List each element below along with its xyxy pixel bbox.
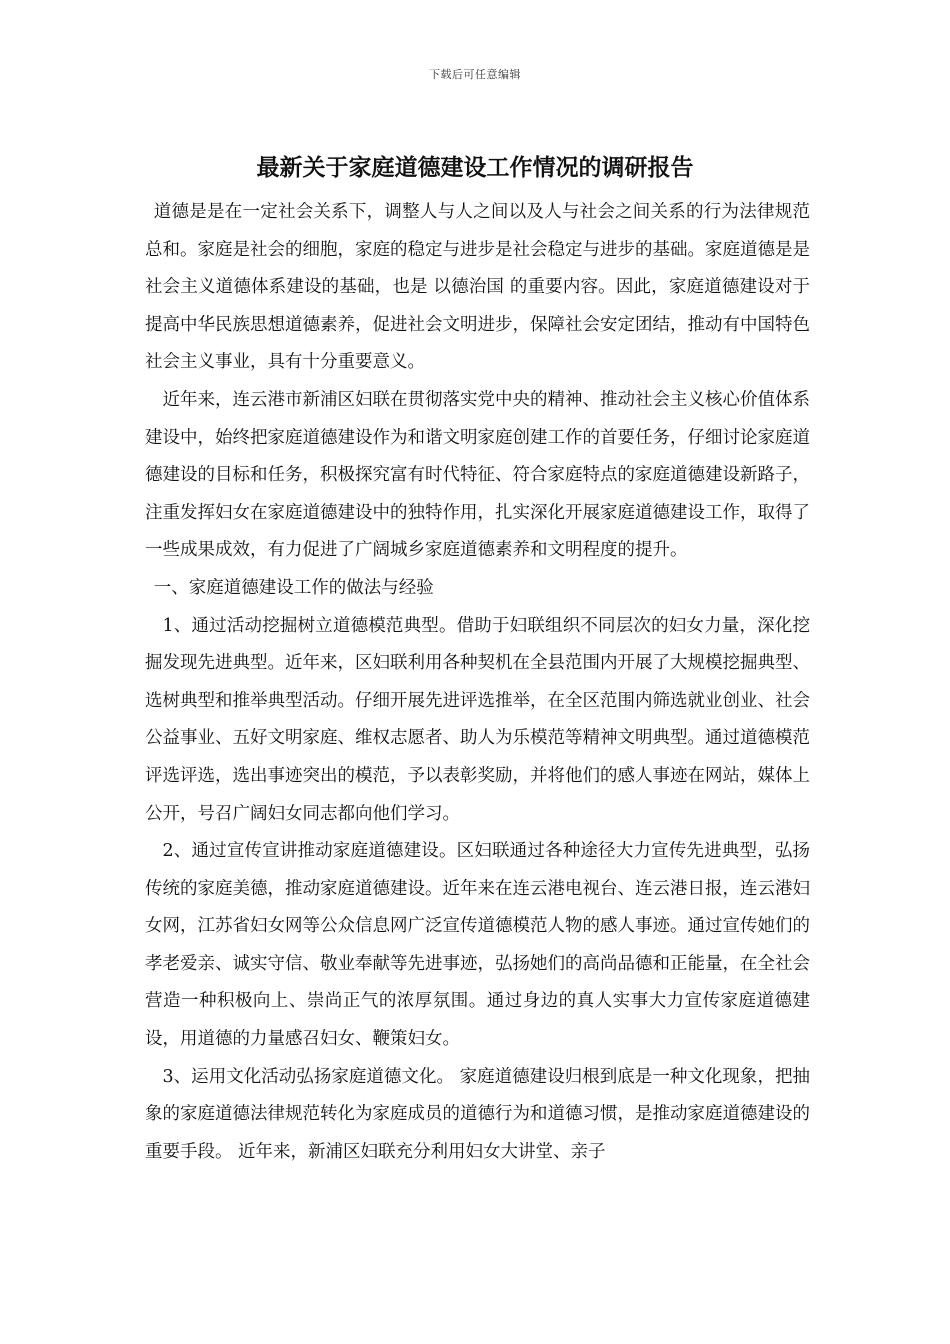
- paragraph-item-2: 2、通过宣传宣讲推动家庭道德建设。区妇联通过各种途径大力宣传先进典型，弘扬传统的家庭美德，推动家庭道德建设。近年来在连云港电视台、连云港日报，连云港妇女网，江苏省妇女网等公众信息网广泛宣传道德模范人物的感人事迹。通过宣传她们的孝老爱亲、诚实守信、敬业奉献等先进事迹，弘扬她们的高尚品德和正能量，在全社会营造一种积极向上、崇尚正气的浓厚氛围。通过身边的真人实事大力宣传家庭道德建设，用道德的力量感召妇女、鞭策妇女。: [145, 841, 810, 1050]
- document-title: 最新关于家庭道德建设工作情况的调研报告: [256, 154, 694, 181]
- paragraph-recent-years: 近年来，连云港市新浦区妇联在贯彻落实党中央的精神、推动社会主义核心价值体系建设中，始终把家庭道德建设作为和谐文明家庭创建工作的首要任务，仔细讨论家庭道德建设的目标和任务，积极探究富有时代特征、符合家庭特点的家庭道德建设新路子，注重发挥妇女在家庭道德建设中的独特作用，扎实深化开展家庭道德建设工作，取得了一些成果成效，有力促进了广阔城乡家庭道德素养和文明程度的提升。: [145, 389, 810, 561]
- header-note: 下载后可任意编辑: [429, 68, 521, 81]
- document-body: [145, 194, 810, 1171]
- section-heading: 一、家庭道德建设工作的做法与经验: [153, 577, 434, 598]
- paragraph-intro: 道德是是在一定社会关系下，调整人与人之间以及人与社会之间关系的行为法律规范总和。家庭是社会的细胞，家庭的稳定与进步是社会稳定与进步的基础。家庭道德是是社会主义道德体系建设的基础，也是 以德治国 的重要内容。因此，家庭道德建设对于提高中华民族思想道德素养，促进社会文明进步，保障社会安定团结，推动有中国特色社会主义事业，具有十分重要意义。: [145, 202, 810, 373]
- paragraph-item-3: 3、运用文化活动弘扬家庭道德文化。 家庭道德建设归根到底是一种文化现象，把抽象的家庭道德法律规范转化为家庭成员的道德行为和道德习惯，是推动家庭道德建设的重要手段。 近年来，新浦区妇联充分利用妇女大讲堂、亲子: [145, 1066, 810, 1162]
- paragraph-item-1: 1、通过活动挖掘树立道德模范典型。借助于妇联组织不同层次的妇女力量，深化挖掘发现先进典型。近年来，区妇联利用各种契机在全县范围内开展了大规模挖掘典型、选树典型和推举典型活动。仔细开展先进评选推举，在全区范围内筛选就业创业、社会公益事业、五好文明家庭、维权志愿者、助人为乐模范等精神文明典型。通过道德模范评选评选，选出事迹突出的模范，予以表彰奖励，并将他们的感人事迹在网站，媒体上公开，号召广阔妇女同志都向他们学习。: [145, 615, 810, 824]
